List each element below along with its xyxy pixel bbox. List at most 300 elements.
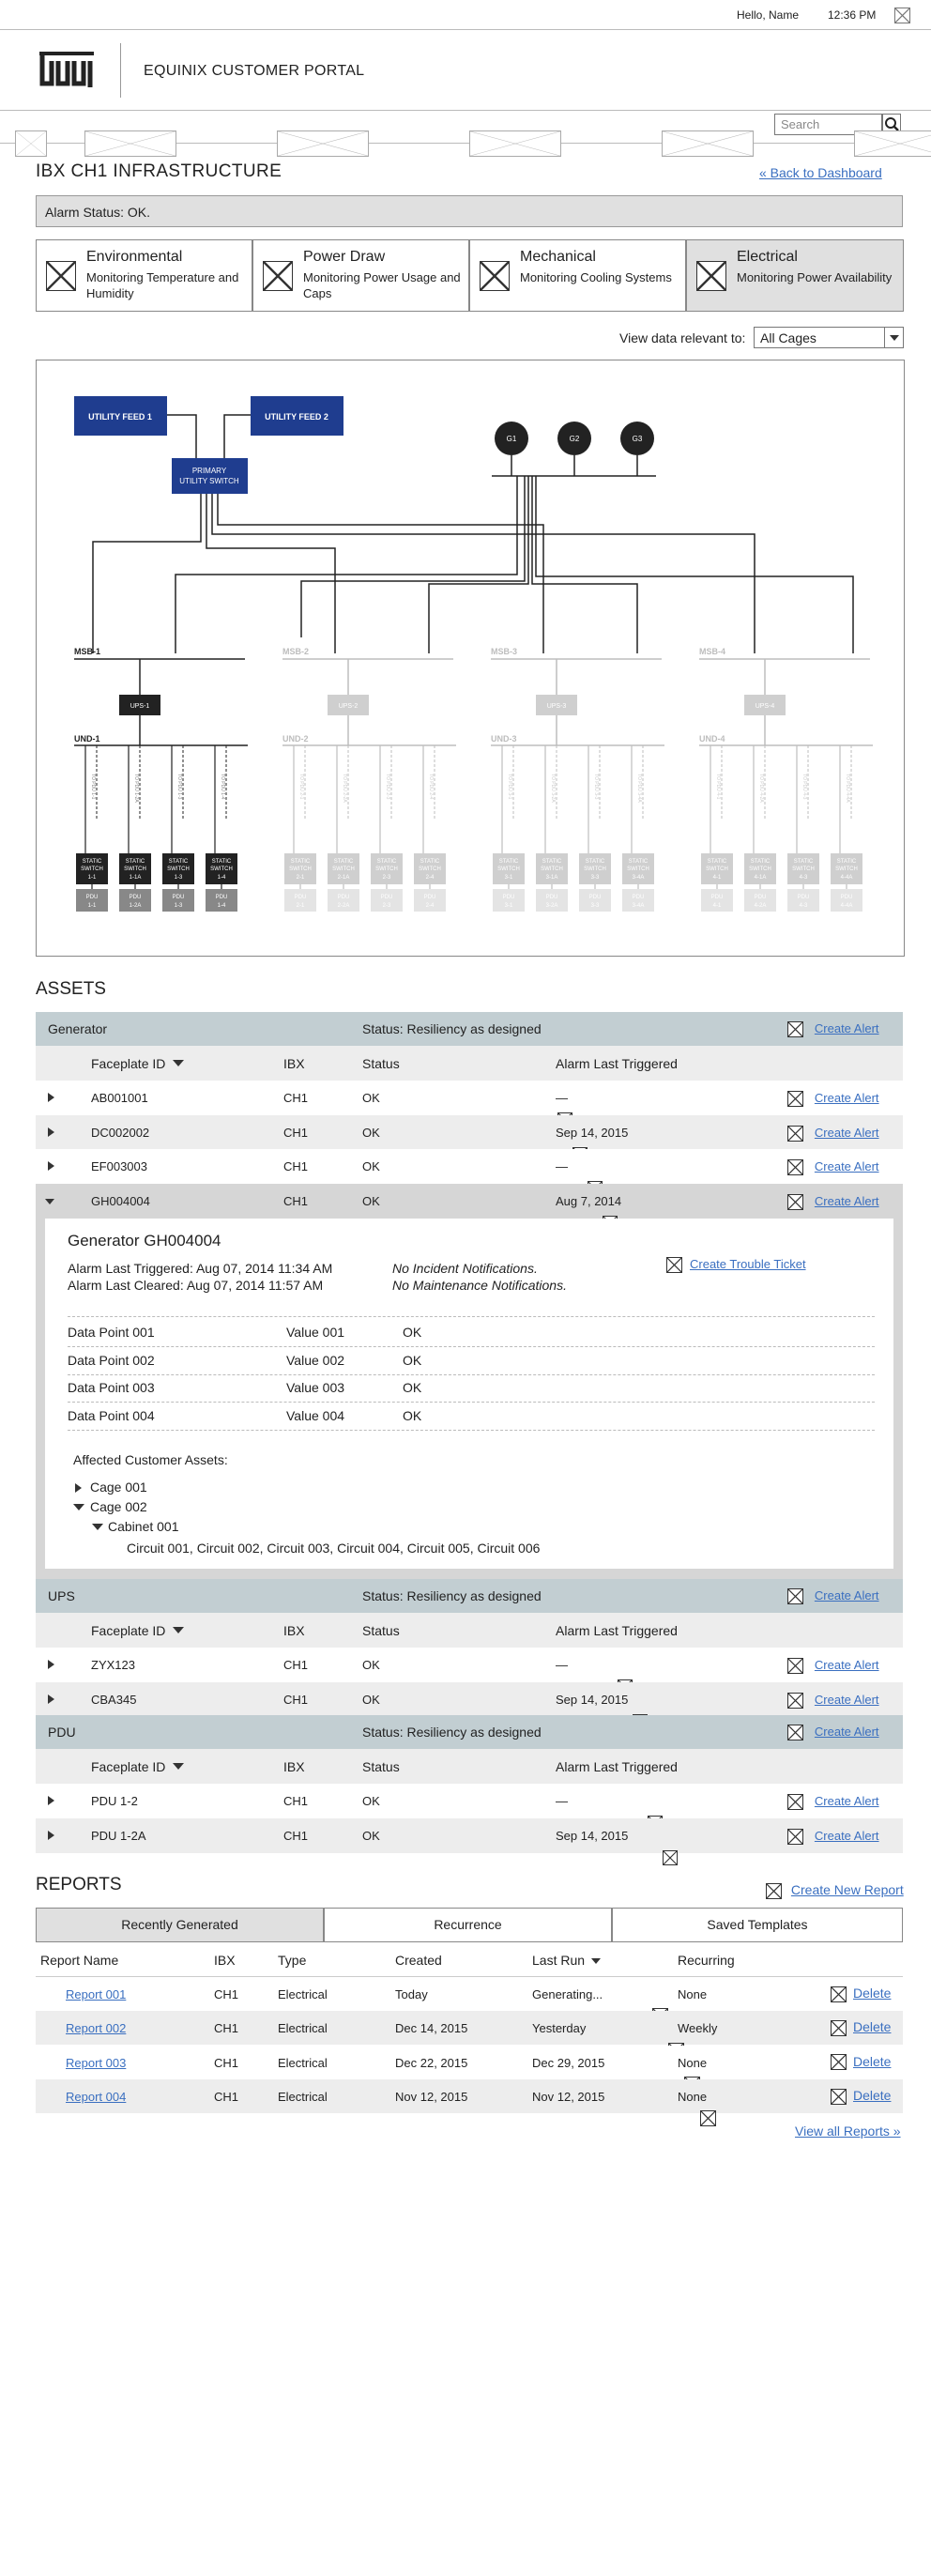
- feeder-label: TO PDU 2-3: [385, 774, 390, 800]
- static-switch-id: 1-1A: [129, 875, 142, 881]
- category-title: Electrical: [737, 249, 798, 265]
- alarm-column-header: Alarm Last Triggered: [556, 1056, 678, 1071]
- asset-alarm-date: Sep 14, 2015: [556, 1126, 629, 1140]
- asset-alarm-date: Sep 14, 2015: [556, 1829, 629, 1843]
- expand-icon[interactable]: [48, 1694, 54, 1704]
- create-report-button[interactable]: [766, 1882, 904, 1899]
- create-alert-link[interactable]: Create Alert: [814, 1021, 879, 1035]
- alarm-status-banner: [36, 195, 903, 227]
- create-report-link[interactable]: Create New Report: [790, 1882, 904, 1897]
- delete-link[interactable]: Delete: [853, 2053, 892, 2069]
- ups-label: UPS-2: [338, 703, 359, 710]
- report-tab-label: Recurrence: [434, 1917, 502, 1932]
- pdu-label: PDU: [502, 895, 515, 900]
- static-switch-label: STATIC: [376, 859, 397, 865]
- table-row[interactable]: [36, 1682, 903, 1717]
- static-switch-label: SWITCH: [375, 866, 398, 872]
- feeder-label: TO PDU 4-1: [715, 774, 721, 800]
- sort-desc-icon: [173, 1763, 184, 1770]
- table-row[interactable]: [36, 1184, 903, 1219]
- nav-item-1[interactable]: [15, 130, 47, 157]
- table-row[interactable]: [36, 1115, 903, 1150]
- pdu-id: 3-2A: [545, 903, 558, 909]
- create-alert-link[interactable]: Create Alert: [814, 1794, 879, 1808]
- report-row: [36, 1977, 903, 2011]
- create-alert-link[interactable]: Create Alert: [814, 1091, 879, 1105]
- create-alert-button[interactable]: [787, 1793, 879, 1810]
- asset-alarm-date: —: [556, 1159, 568, 1173]
- delete-report-button[interactable]: [831, 1986, 891, 2002]
- create-alert-link[interactable]: Create Alert: [814, 1194, 879, 1208]
- electrical-diagram: [36, 360, 905, 957]
- asset-alarm-date: —: [556, 1091, 568, 1105]
- asset-ibx: CH1: [283, 1794, 309, 1808]
- report-recurring: None: [678, 2055, 708, 2070]
- static-switch-id: 1-1: [87, 875, 97, 881]
- table-row[interactable]: [36, 1081, 903, 1115]
- asset-ibx: CH1: [283, 1091, 309, 1105]
- view-all-reports-link[interactable]: View all Reports »: [795, 2124, 901, 2139]
- report-last-run: Nov 12, 2015: [532, 2089, 605, 2104]
- static-switch-label: SWITCH: [749, 866, 771, 872]
- pdu-label: PDU: [423, 895, 436, 900]
- data-point-value: Value 002: [286, 1352, 345, 1368]
- create-alert-button[interactable]: [787, 1090, 879, 1107]
- category-subtitle: Monitoring Cooling Systems: [520, 270, 672, 284]
- asset-status: OK: [362, 1091, 380, 1105]
- report-row: [36, 2046, 903, 2079]
- pdu-label: PDU: [215, 895, 228, 900]
- asset-faceplate-id: ZYX123: [91, 1658, 135, 1672]
- asset-ibx: CH1: [283, 1126, 309, 1140]
- report-file-icon: [700, 2110, 716, 2126]
- asset-alarm-date: —: [556, 1658, 568, 1672]
- create-alert-link[interactable]: Create Alert: [814, 1159, 879, 1173]
- close-icon[interactable]: [894, 8, 910, 23]
- feeder-label: TO PDU 4-2A: [758, 774, 764, 803]
- pdu-label: PDU: [588, 895, 602, 900]
- faceplate-header-label: Faceplate ID: [91, 1759, 166, 1774]
- static-switch-label: SWITCH: [706, 866, 728, 872]
- create-trouble-ticket-button[interactable]: [666, 1256, 806, 1273]
- report-col-type: Type: [278, 1953, 307, 1968]
- static-switch-id: 4-1: [712, 875, 722, 881]
- report-recurring: None: [678, 2089, 708, 2104]
- asset-faceplate-id: DC002002: [91, 1126, 150, 1140]
- msb-label: MSB-1: [74, 647, 101, 656]
- report-col-last-run[interactable]: Last Run: [532, 1953, 586, 1968]
- category-title: Power Draw: [303, 249, 386, 265]
- asset-status: OK: [362, 1194, 380, 1208]
- ups-label: UPS-1: [130, 703, 150, 710]
- static-switch-id: 4-1A: [754, 875, 767, 881]
- msb-label: MSB-4: [699, 647, 726, 656]
- expand-cage-icon[interactable]: [75, 1483, 82, 1493]
- static-switch-label: STATIC: [168, 859, 189, 865]
- alert-icon: [787, 1725, 803, 1740]
- static-switch-label: STATIC: [836, 859, 857, 865]
- greeting: Hello, Name: [737, 8, 800, 22]
- chevron-down-icon: [890, 335, 899, 341]
- create-alert-link[interactable]: Create Alert: [814, 1829, 879, 1843]
- pus-label-2: UTILITY SWITCH: [179, 477, 239, 485]
- static-switch-id: 3-4A: [632, 875, 645, 881]
- static-switch-label: STATIC: [793, 859, 814, 865]
- asset-alarm-date: Sep 14, 2015: [556, 1693, 629, 1707]
- data-point-name: Data Point 002: [68, 1352, 155, 1368]
- pdu-id: 2-2A: [337, 903, 350, 909]
- category-tab-mechanical[interactable]: [469, 239, 686, 312]
- alarm-column-header: Alarm Last Triggered: [556, 1759, 678, 1774]
- pdu-label: PDU: [294, 895, 307, 900]
- static-switch-label: SWITCH: [210, 866, 233, 872]
- static-switch-label: STATIC: [542, 859, 562, 865]
- static-switch-label: STATIC: [125, 859, 145, 865]
- create-alert-button[interactable]: [787, 1692, 879, 1709]
- delete-link[interactable]: Delete: [853, 2019, 892, 2035]
- expand-icon[interactable]: [48, 1127, 54, 1137]
- report-row: [36, 2079, 903, 2113]
- status-column-header: Status: [362, 1056, 400, 1071]
- utility-feed-2-label: UTILITY FEED 2: [265, 412, 328, 422]
- report-col-recurring: Recurring: [678, 1953, 735, 1968]
- generator-label: G2: [569, 435, 580, 443]
- report-type: Electrical: [278, 2021, 328, 2036]
- tree-item-cage-001[interactable]: Cage 001: [90, 1480, 147, 1495]
- create-alert-link[interactable]: Create Alert: [814, 1126, 879, 1140]
- data-point-name: Data Point 001: [68, 1325, 155, 1340]
- ticket-icon: [666, 1257, 682, 1273]
- faceplate-header-label: Faceplate ID: [91, 1056, 166, 1071]
- asset-status: OK: [362, 1126, 380, 1140]
- asset-group-name: UPS: [48, 1588, 75, 1603]
- static-switch-label: SWITCH: [627, 866, 649, 872]
- delete-icon: [831, 2089, 847, 2105]
- data-point-status: OK: [403, 1325, 422, 1340]
- expand-icon[interactable]: [48, 1660, 54, 1669]
- asset-status: OK: [362, 1693, 380, 1707]
- report-type: Electrical: [278, 2055, 328, 2070]
- header: [0, 30, 931, 111]
- pdu-id: 1-4: [217, 903, 226, 909]
- status-column-header: Status: [362, 1759, 400, 1774]
- pdu-label: PDU: [545, 895, 558, 900]
- create-alert-button[interactable]: [787, 1125, 879, 1142]
- category-title: Mechanical: [520, 249, 596, 265]
- create-alert-link[interactable]: Create Alert: [814, 1588, 879, 1602]
- category-tab-electrical[interactable]: [686, 239, 904, 312]
- data-point-name: Data Point 004: [68, 1407, 155, 1423]
- static-switch-id: 3-1: [504, 875, 513, 881]
- feeder-label: TO PDU 3-2A: [550, 774, 556, 803]
- assets-title: ASSETS: [36, 979, 106, 999]
- report-col-ibx: IBX: [214, 1953, 236, 1968]
- create-alert-link[interactable]: Create Alert: [814, 1693, 879, 1707]
- pdu-id: 4-4A: [840, 903, 853, 909]
- data-point-value: Value 001: [286, 1325, 345, 1340]
- und-label: UND-2: [282, 734, 309, 744]
- und-label: UND-3: [491, 734, 517, 744]
- report-name-link[interactable]: Report 001: [66, 1987, 127, 2001]
- sort-desc-icon[interactable]: [591, 1958, 601, 1964]
- report-name-link[interactable]: Report 003: [66, 2055, 127, 2070]
- asset-icon: [663, 1850, 678, 1865]
- collapse-cage-icon[interactable]: [73, 1504, 84, 1510]
- divider: [68, 1374, 875, 1375]
- report-type: Electrical: [278, 1987, 328, 2001]
- asset-faceplate-id: PDU 1-2: [91, 1794, 138, 1808]
- faceplate-id-column-header[interactable]: [91, 1056, 184, 1071]
- pdu-id: 1-2A: [129, 903, 142, 909]
- asset-ibx: CH1: [283, 1693, 309, 1707]
- report-tab-1[interactable]: [36, 1908, 324, 1942]
- static-switch-label: SWITCH: [541, 866, 563, 872]
- create-alert-button[interactable]: [787, 1587, 879, 1604]
- static-switch-id: 2-1A: [337, 875, 350, 881]
- alert-icon: [787, 1829, 803, 1845]
- cage-select[interactable]: [754, 327, 904, 348]
- expand-icon[interactable]: [48, 1831, 54, 1840]
- pdu-label: PDU: [754, 895, 767, 900]
- pdu-id: 4-1: [712, 903, 722, 909]
- static-switch-label: SWITCH: [792, 866, 815, 872]
- report-ibx: CH1: [214, 2089, 239, 2104]
- divider: [68, 1346, 875, 1347]
- detail-alarm-cleared: Alarm Last Cleared: Aug 07, 2014 11:57 AM: [68, 1278, 324, 1293]
- pdu-id: 3-1: [504, 903, 513, 909]
- delete-icon: [831, 2020, 847, 2036]
- nav-item-2[interactable]: [84, 130, 176, 157]
- category-subtitle: Monitoring Power Availability: [737, 270, 893, 284]
- static-switch-label: SWITCH: [81, 866, 103, 872]
- back-to-dashboard-link[interactable]: « Back to Dashboard: [759, 165, 882, 180]
- delete-report-button[interactable]: [831, 2088, 891, 2105]
- table-row[interactable]: [36, 1648, 903, 1682]
- header-divider: [120, 43, 121, 98]
- delete-icon: [831, 1986, 847, 2002]
- pdu-id: 3-3: [590, 903, 600, 909]
- static-switch-id: 1-4: [217, 875, 226, 881]
- report-name-link[interactable]: Report 002: [66, 2021, 127, 2036]
- pdu-label: PDU: [129, 895, 142, 900]
- static-switch-id: 4-4A: [840, 875, 853, 881]
- feeder-label: TO PDU 4-4A: [845, 774, 850, 803]
- feeder-label: TO PDU 2-2A: [342, 774, 347, 803]
- create-alert-button[interactable]: [787, 1828, 879, 1845]
- report-col-created: Created: [395, 1953, 442, 1968]
- static-switch-label: SWITCH: [497, 866, 520, 872]
- data-point-value: Value 004: [286, 1407, 345, 1423]
- report-created: Dec 22, 2015: [395, 2055, 468, 2070]
- divider: [68, 1316, 875, 1317]
- create-alert-button[interactable]: [787, 1657, 879, 1674]
- asset-ibx: CH1: [283, 1829, 309, 1843]
- pdu-label: PDU: [710, 895, 724, 900]
- pdu-id: 1-3: [174, 903, 183, 909]
- category-subtitle: Monitoring Temperature and Humidity: [86, 270, 239, 300]
- clock: 12:36 PM: [828, 8, 877, 22]
- report-ibx: CH1: [214, 2021, 239, 2036]
- feeder-label: TO PDU 1-1: [90, 774, 96, 800]
- static-switch-label: STATIC: [333, 859, 354, 865]
- nav-item-4[interactable]: [469, 130, 561, 157]
- alarm-status-text: Alarm Status: OK.: [45, 205, 151, 220]
- pdu-id: 2-4: [425, 903, 435, 909]
- pdu-id: 2-1: [296, 903, 305, 909]
- report-last-run: Yesterday: [532, 2021, 587, 2036]
- asset-faceplate-id: EF003003: [91, 1159, 147, 1173]
- expand-icon[interactable]: [48, 1796, 54, 1805]
- und-label: UND-1: [74, 734, 100, 744]
- feeder-label: TO PDU 1-3: [176, 774, 182, 800]
- asset-ibx: CH1: [283, 1658, 309, 1672]
- tree-item-cage-002[interactable]: Cage 002: [90, 1499, 147, 1514]
- msb-label: MSB-2: [282, 647, 310, 656]
- report-created: Today: [395, 1987, 428, 2001]
- equinix-logo[interactable]: [39, 52, 99, 93]
- diagram-svg: [37, 360, 904, 956]
- static-switch-label: SWITCH: [332, 866, 355, 872]
- divider: [68, 1402, 875, 1403]
- search-input[interactable]: Search: [774, 114, 882, 135]
- affected-circuits: Circuit 001, Circuit 002, Circuit 003, Circuit 004, Circuit 005, Circuit 006: [127, 1541, 541, 1556]
- primary-utility-switch: [172, 458, 248, 494]
- report-tab-2[interactable]: [324, 1908, 612, 1942]
- static-switch-label: STATIC: [290, 859, 311, 865]
- create-alert-link[interactable]: Create Alert: [814, 1658, 879, 1672]
- collapse-icon[interactable]: [45, 1199, 54, 1204]
- pdu-label: PDU: [797, 895, 810, 900]
- static-switch-label: STATIC: [420, 859, 440, 865]
- alert-icon: [787, 1126, 803, 1142]
- ibx-column-header: IBX: [283, 1759, 305, 1774]
- nav-item-5[interactable]: [662, 130, 754, 157]
- asset-group-status: Status: Resiliency as designed: [362, 1588, 542, 1603]
- asset-faceplate-id: CBA345: [91, 1693, 137, 1707]
- ibx-column-header: IBX: [283, 1056, 305, 1071]
- asset-group-status: Status: Resiliency as designed: [362, 1021, 542, 1036]
- utility-feed-1-label: UTILITY FEED 1: [88, 412, 152, 422]
- pdu-label: PDU: [632, 895, 645, 900]
- static-switch-id: 2-4: [425, 875, 435, 881]
- report-ibx: CH1: [214, 1987, 239, 2001]
- alert-icon: [787, 1693, 803, 1709]
- nav-item-3[interactable]: [277, 130, 369, 157]
- collapse-cabinet-icon[interactable]: [92, 1524, 103, 1530]
- asset-group-status: Status: Resiliency as designed: [362, 1725, 542, 1740]
- create-alert-button[interactable]: [787, 1724, 879, 1740]
- data-point-status: OK: [403, 1407, 422, 1423]
- faceplate-id-column-header[interactable]: [91, 1623, 184, 1638]
- feeder-label: TO PDU 3-3: [593, 774, 599, 800]
- pdu-id: 4-2A: [754, 903, 767, 909]
- table-row[interactable]: [36, 1784, 903, 1818]
- reports-table-header: [36, 1942, 903, 1977]
- delete-link[interactable]: Delete: [853, 1986, 892, 2001]
- msb-label: MSB-3: [491, 647, 518, 656]
- asset-status: OK: [362, 1159, 380, 1173]
- create-alert-button[interactable]: [787, 1158, 879, 1175]
- table-row[interactable]: [36, 1149, 903, 1184]
- tree-item-cabinet-001[interactable]: Cabinet 001: [108, 1519, 179, 1534]
- create-alert-link[interactable]: Create Alert: [814, 1725, 879, 1739]
- category-tab-power-draw[interactable]: [252, 239, 469, 312]
- alarm-column-header: Alarm Last Triggered: [556, 1623, 678, 1638]
- asset-group-name: Generator: [48, 1021, 108, 1036]
- delete-report-button[interactable]: [831, 2054, 891, 2071]
- asset-status: OK: [362, 1829, 380, 1843]
- report-add-icon: [766, 1883, 782, 1899]
- expand-icon[interactable]: [48, 1093, 54, 1102]
- feeder-label: TO PDU 2-1: [298, 774, 304, 800]
- data-point-value: Value 003: [286, 1380, 345, 1395]
- asset-faceplate-id: AB001001: [91, 1091, 148, 1105]
- report-last-run: Generating...: [532, 1987, 603, 2001]
- report-col-name: Report Name: [40, 1953, 119, 1968]
- alert-icon: [787, 1159, 803, 1175]
- feeder-label: TO PDU 3-4A: [636, 774, 642, 803]
- static-switch-id: 4-3: [799, 875, 808, 881]
- report-tab-label: Recently Generated: [121, 1917, 238, 1932]
- static-switch-label: SWITCH: [835, 866, 858, 872]
- asset-status: OK: [362, 1794, 380, 1808]
- affected-assets-label: Affected Customer Assets:: [73, 1452, 228, 1467]
- sort-desc-icon: [173, 1060, 184, 1066]
- static-switch-id: 2-3: [382, 875, 391, 881]
- und-label: UND-4: [699, 734, 725, 744]
- category-icon: [46, 261, 76, 291]
- pdu-id: 1-1: [87, 903, 97, 909]
- asset-status: OK: [362, 1658, 380, 1672]
- asset-ibx: CH1: [283, 1159, 309, 1173]
- data-point-status: OK: [403, 1380, 422, 1395]
- delete-report-button[interactable]: [831, 2019, 891, 2036]
- static-switch-label: SWITCH: [419, 866, 441, 872]
- status-column-header: Status: [362, 1623, 400, 1638]
- report-recurring: Weekly: [678, 2021, 718, 2036]
- report-type: Electrical: [278, 2089, 328, 2104]
- category-tab-environmental[interactable]: [36, 239, 252, 312]
- faceplate-id-column-header[interactable]: [91, 1759, 184, 1774]
- report-tab-3[interactable]: [612, 1908, 903, 1942]
- pdu-id: 2-3: [382, 903, 391, 909]
- table-row[interactable]: [36, 1818, 903, 1853]
- data-point-status: OK: [403, 1352, 422, 1368]
- static-switch-label: STATIC: [498, 859, 519, 865]
- create-alert-button[interactable]: [787, 1020, 879, 1037]
- report-tab-label: Saved Templates: [707, 1917, 808, 1932]
- nav-item-6[interactable]: [854, 130, 931, 157]
- static-switch-id: 1-3: [174, 875, 183, 881]
- category-subtitle: Monitoring Power Usage and Caps: [303, 270, 461, 300]
- feeder-label: TO PDU 3-1: [507, 774, 512, 800]
- feeder-label: TO PDU 4-3: [801, 774, 807, 800]
- create-trouble-ticket-link[interactable]: Create Trouble Ticket: [690, 1257, 806, 1271]
- report-name-link[interactable]: Report 004: [66, 2089, 127, 2104]
- delete-icon: [831, 2054, 847, 2070]
- category-icon: [696, 261, 726, 291]
- static-switch-label: STATIC: [707, 859, 727, 865]
- ups-label: UPS-3: [546, 703, 567, 710]
- create-alert-button[interactable]: [787, 1193, 879, 1210]
- generator-label: G3: [632, 435, 643, 443]
- expand-icon[interactable]: [48, 1161, 54, 1171]
- delete-link[interactable]: Delete: [853, 2087, 892, 2103]
- pdu-label: PDU: [172, 895, 185, 900]
- static-switch-label: STATIC: [211, 859, 232, 865]
- asset-alarm-date: Aug 7, 2014: [556, 1194, 622, 1208]
- static-switch-label: STATIC: [82, 859, 102, 865]
